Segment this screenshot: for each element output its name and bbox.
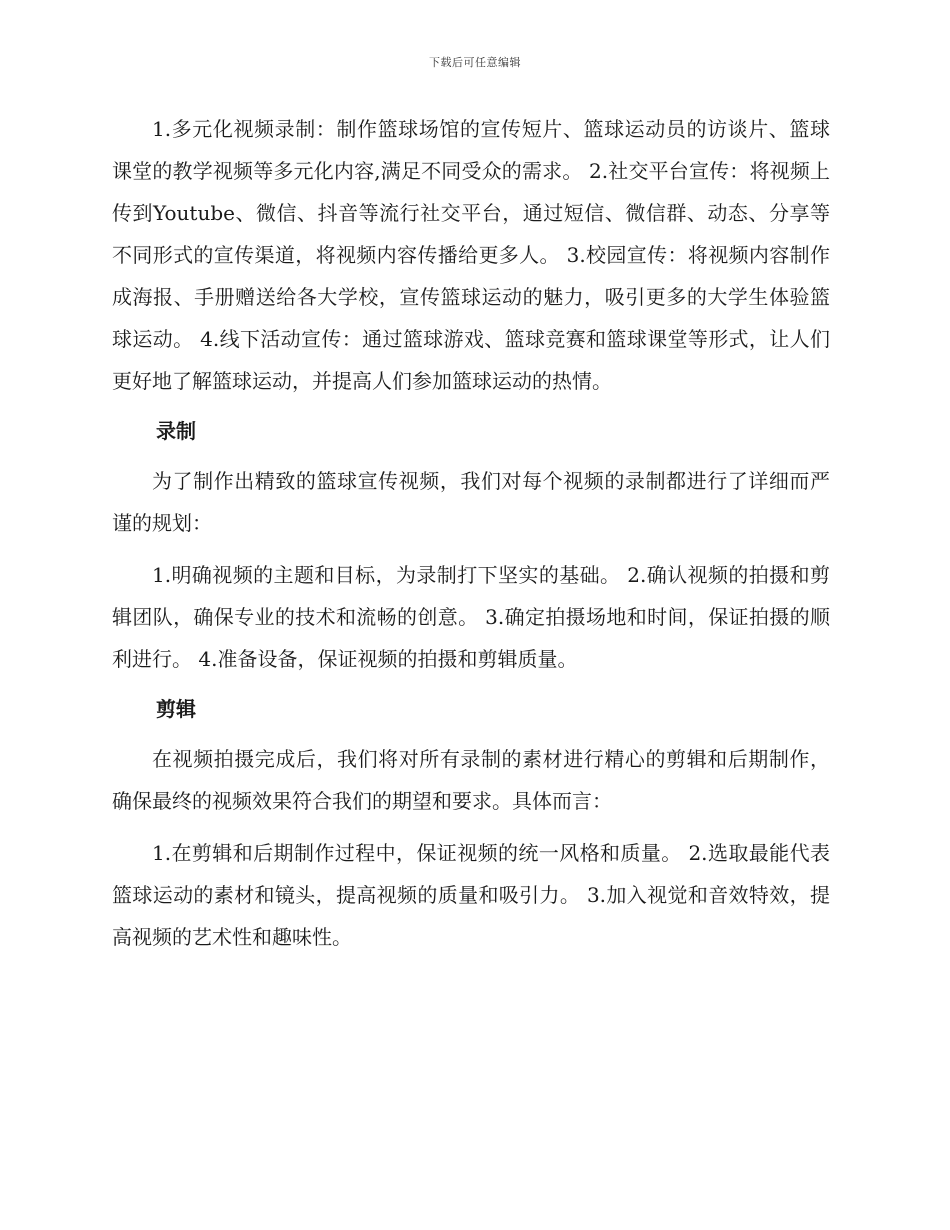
page-header: 下载后可任意编辑 bbox=[429, 56, 521, 69]
intro-paragraph: 1.多元化视频录制：制作篮球场馆的宣传短片、篮球运动员的访谈片、篮球课堂的教学视频等多元化内容,满足不同受众的需求。 2.社交平台宣传：将视频上传到Youtube、微信、抖音等流行社交平台，通过短信、微信群、动态、分享等不同形式的宣传渠道，将视频内容传播给更多人。 3.校园宣传：将视频内容制作成海报、手册赠送给各大学校，宣传篮球运动的魅力，吸引更多的大学生体验篮球运动。 4.线下活动宣传：通过篮球游戏、篮球竞赛和篮球课堂等形式，让人们更好地了解篮球运动，并提高人们参加篮球运动的热情。 bbox=[112, 117, 830, 393]
section-heading-recording: 录制 bbox=[156, 419, 196, 443]
recording-paragraph-1: 为了制作出精致的篮球宣传视频，我们对每个视频的录制都进行了详细而严谨的规划： bbox=[112, 469, 830, 535]
recording-paragraph-2: 1.明确视频的主题和目标，为录制打下坚实的基础。 2.确认视频的拍摄和剪辑团队，确保专业的技术和流畅的创意。 3.确定拍摄场地和时间，保证拍摄的顺利进行。 4.准备设备，保证视频的拍摄和剪辑质量。 bbox=[112, 563, 830, 671]
document-body bbox=[112, 108, 830, 958]
editing-paragraph-2: 1.在剪辑和后期制作过程中，保证视频的统一风格和质量。 2.选取最能代表篮球运动的素材和镜头，提高视频的质量和吸引力。 3.加入视觉和音效特效，提高视频的艺术性和趣味性。 bbox=[112, 841, 830, 949]
editing-paragraph-1: 在视频拍摄完成后，我们将对所有录制的素材进行精心的剪辑和后期制作，确保最终的视频效果符合我们的期望和要求。具体而言： bbox=[112, 747, 830, 813]
section-heading-editing: 剪辑 bbox=[156, 697, 196, 721]
